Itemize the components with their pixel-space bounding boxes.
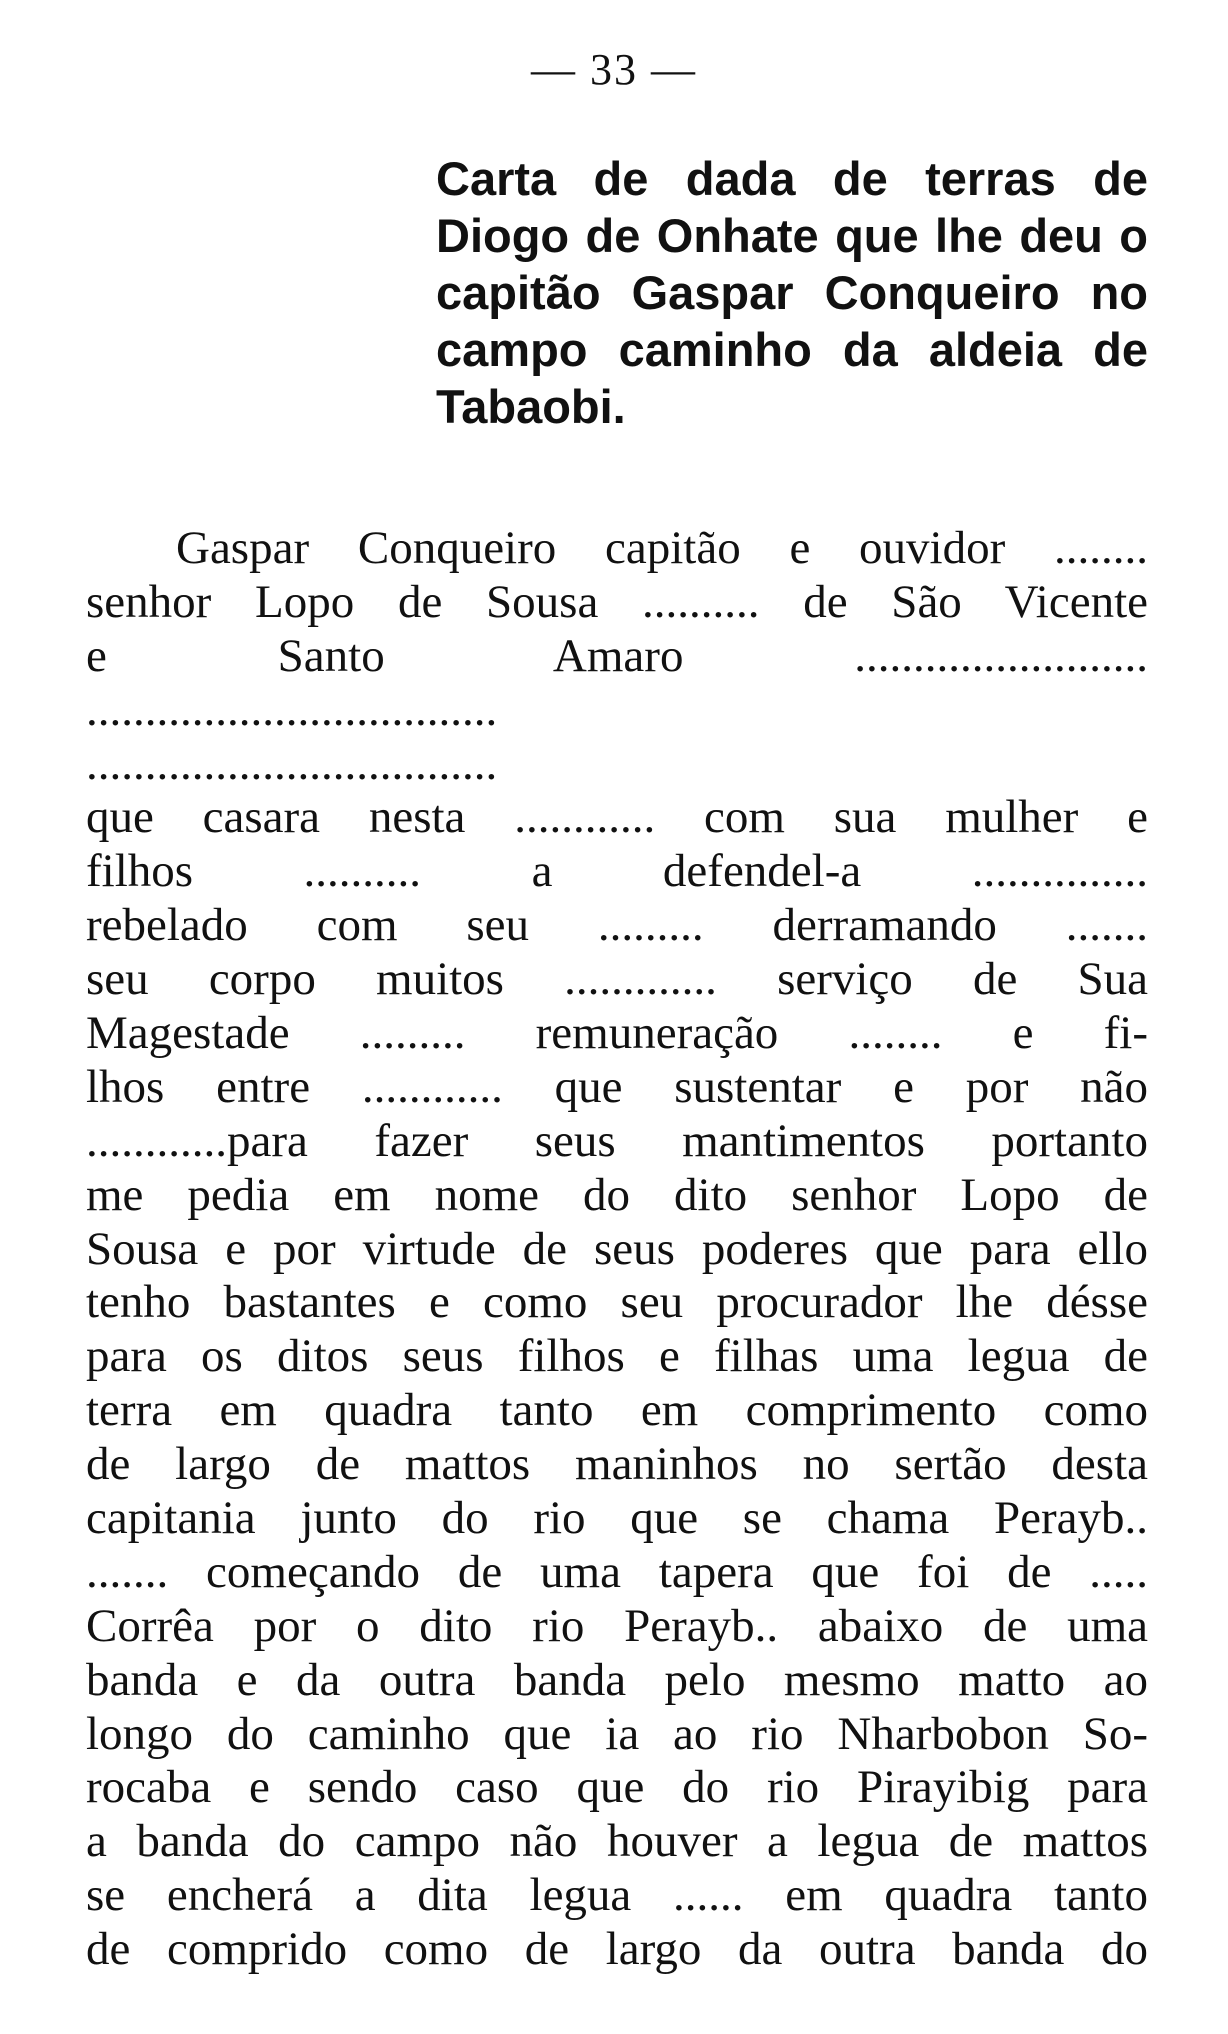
body-line: rocaba e sendo caso que do rio Pirayibig para xyxy=(86,1761,1148,1814)
heading-line: Tabaobi. xyxy=(436,380,626,433)
body-line: a banda do campo não houver a legua de mattos xyxy=(86,1815,1148,1868)
page-number: — 33 — xyxy=(531,45,697,94)
body-line: para os ditos seus filhos e filhas uma legua de xyxy=(86,1330,1148,1383)
body-line: terra em quadra tanto em comprimento como xyxy=(86,1384,1148,1437)
body-line: senhor Lopo de Sousa .......... de São Vicente xyxy=(86,575,1148,628)
body-line: de comprido como de largo da outra banda do xyxy=(86,1923,1148,1976)
body-line: tenho bastantes e como seu procurador lhe désse xyxy=(86,1276,1148,1329)
body-line: e Santo Amaro ......................... xyxy=(86,629,1148,682)
body-line: ................................... xyxy=(86,737,498,790)
body-line: lhos entre ............ que sustentar e por não xyxy=(86,1060,1148,1113)
body-line: seu corpo muitos ............. serviço de Sua xyxy=(86,953,1148,1006)
body-line: ....... começando de uma tapera que foi de ..... xyxy=(86,1545,1148,1598)
body-line: ................................... xyxy=(86,683,498,736)
body-line: longo do caminho que ia ao rio Nharbobon So- xyxy=(86,1707,1148,1760)
body-line: filhos .......... a defendel-a ............... xyxy=(86,845,1148,898)
heading-line: Diogo de Onhate que lhe deu o xyxy=(436,209,1148,262)
body-line: Sousa e por virtude de seus poderes que para ello xyxy=(86,1222,1148,1275)
body-line: Gaspar Conqueiro capitão e ouvidor ........ xyxy=(176,522,1148,574)
body-line: banda e da outra banda pelo mesmo matto ao xyxy=(86,1653,1148,1706)
body-line: Corrêa por o dito rio Perayb.. abaixo de uma xyxy=(86,1599,1148,1652)
heading-line: campo caminho da aldeia de xyxy=(436,323,1148,376)
body-line: que casara nesta ............ com sua mulher e xyxy=(86,791,1148,844)
body-line: me pedia em nome do dito senhor Lopo de xyxy=(86,1168,1148,1221)
body-line: de largo de mattos maninhos no sertão desta xyxy=(86,1438,1148,1491)
body-line: se encherá a dita legua ...... em quadra tanto xyxy=(86,1869,1148,1922)
document-heading xyxy=(436,150,1148,435)
heading-line: Carta de dada de terras de xyxy=(436,152,1148,205)
body-line: rebelado com seu ......... derramando ....... xyxy=(86,899,1148,952)
body-text xyxy=(86,522,1148,1977)
body-line: ............para fazer seus mantimentos portanto xyxy=(86,1114,1148,1167)
body-line: capitania junto do rio que se chama Perayb.. xyxy=(86,1492,1148,1545)
body-line: Magestade ......... remuneração ........ e fi- xyxy=(86,1007,1148,1060)
heading-line: capitão Gaspar Conqueiro no xyxy=(436,266,1148,319)
